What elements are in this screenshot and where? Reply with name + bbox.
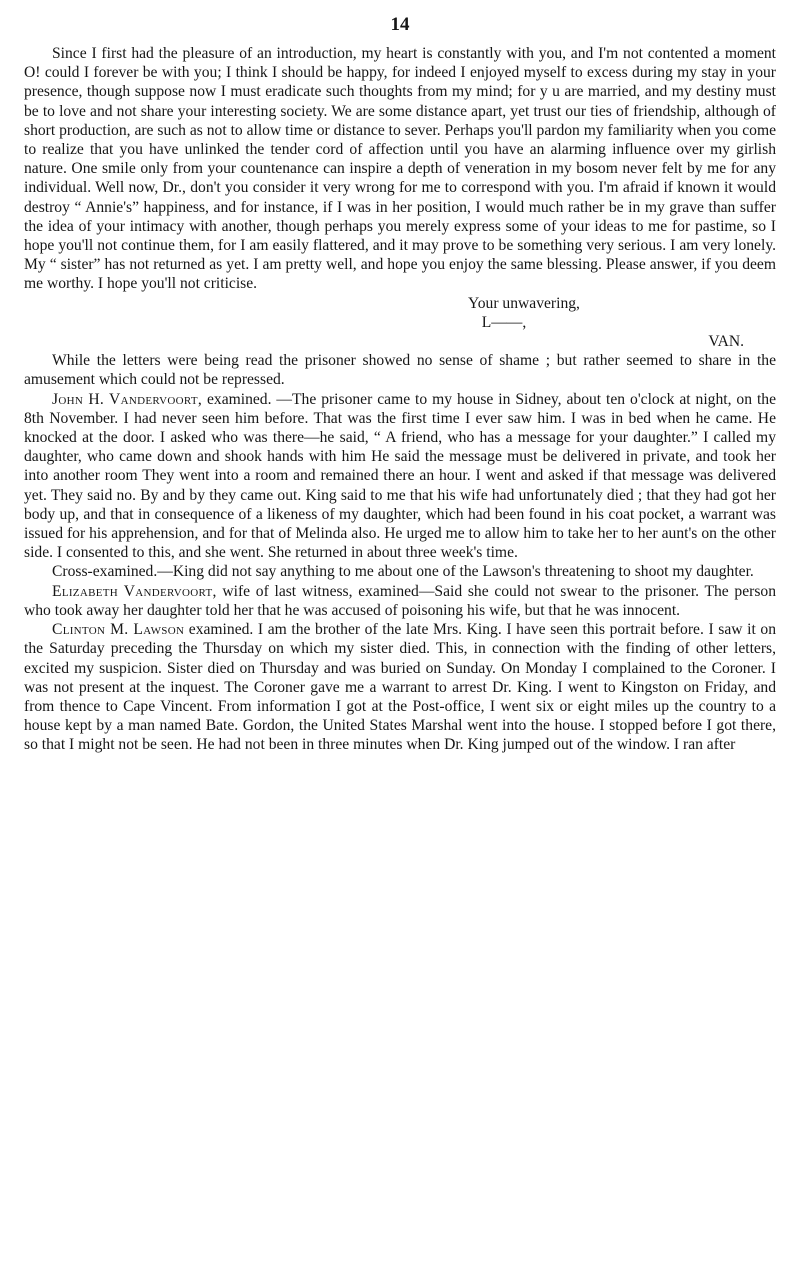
page-number: 14 — [390, 14, 410, 35]
vandervoort-testimony — [24, 390, 776, 563]
intro-paragraph: While the letters were being read the prisoner showed no sense of shame ; but rather seemed to share in the amusement which could not be repressed. — [24, 352, 776, 389]
body-text — [24, 44, 776, 755]
lawson-testimony — [24, 620, 776, 754]
letter-body: Since I first had the pleasure of an introduction, my heart is constantly with you, and I'm not contented a moment O! could I forever be with you; I think I should be happy, for indeed I enjoyed myself to excess during my stay in your presence, though suppose now I must eradicate such thoughts from my mind; for y u are married, and my destiny must be to love and not share your interesting society. We are some distance apart, yet trust our ties of friendship, although of short production, are such as not to allow time or distance to sever. Perhaps you'll pardon my familiarity when you come to realize that you have unlinked the tender cord of affection until you have an alarming influence over my girlish nature. One smile only from your countenance can inspire a depth of veneration in my bosom never felt by me for any individual. Well now, Dr., don't you consider it very wrong for me to correspond with you. I'm afraid if known it would destroy “ Annie's” happiness, and for instance, if I was in her position, I would much rather be in my grave than suffer the idea of your intimacy with another, though perhaps you merely express some of your ideas to me for pastime, so I hope you'll not continue them, for I am easily flattered, and it may prove to be something very serious. I am very lonely. My “ sister” has not returned as yet. I am pretty well, and hope you enjoy the same blessing. Please answer, if you deem me worthy. I hope you'll not criticise. — [24, 45, 777, 293]
testimony-text: examined. I am the brother of the late Mrs. King. I have seen this portrait before. I saw it on the Saturday preceding the Thursday on which my sister died. This, in connection with the finding of other letters, excited my suspicion. Sister died on Thursday and was buried on Sunday. On Monday I complained to the Coroner. I was not present at the inquest. The Coroner gave me a warrant to arrest Dr. King. I went to Kingston on Friday, and from thence to Cape Vincent. From information I got at the Post-office, I went six or eight miles up the country to a house kept by a man named Bate. Gordon, the United States Marshal went into the house. I stopped before I got there, so that I might not be seen. He had not been in three minutes when Dr. King jumped out of the window. I ran after — [24, 621, 776, 754]
signature-name: VAN. — [708, 333, 744, 351]
cross-examination: Cross-examined.—King did not say anything to me about one of the Lawson's threatening to shoot my daughter. — [52, 563, 754, 581]
elizabeth-testimony — [24, 582, 776, 620]
witness-name: Elizabeth Vandervoort, — [52, 582, 217, 600]
witness-name: Clinton M. Lawson — [52, 621, 185, 639]
testimony-text: examined. —The prisoner came to my house in Sidney, about ten o'clock at night, on the 8th November. I had never seen him before. That was the first time I ever saw him. I was in bed when he came. He knocked at the door. I asked who was there—he said, “ A friend, who has a message for your daughter.” I called my daughter, who came down and shook hands with him He said the message must be delivered in private, and took her into another room They went into a room and remained there an hour. I went and asked if that message was delivered yet. They said no. By and by they came out. King said to me that his wife had unfortunately died ; that they had got her body up, and that in consequence of a likeness of my daughter, which had been found in his coat pocket, a warrant was issued for his apprehension, and for that of Melinda also. He urged me to allow him to take her to her aunt's on the other side. I consented to this, and she went. She returned in about three week's time. — [24, 390, 776, 562]
testimony-text: wife of last witness, examined—Said she could not swear to the prisoner. The person who took away her daughter told her that he was accused of poisoning his wife, but that he was innocent. — [24, 582, 776, 619]
letter-closing: Your unwavering, — [468, 294, 580, 312]
witness-name: John H. Vandervoort, — [52, 390, 203, 408]
signature-initial: L——, — [481, 313, 527, 331]
